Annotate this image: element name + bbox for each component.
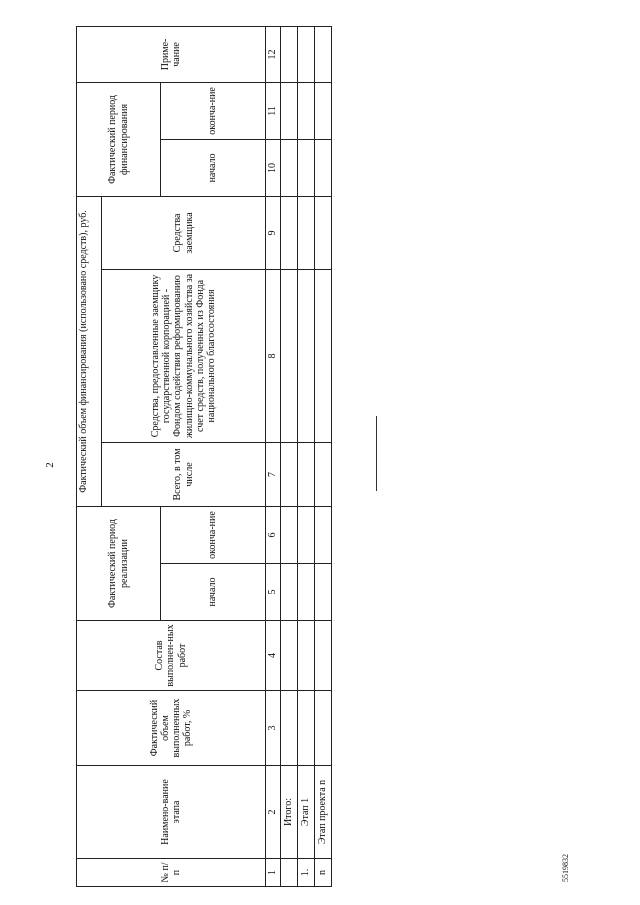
header-number: № п/п: [77, 859, 266, 887]
report-table-rotated: [76, 27, 332, 887]
row-number: 1.: [298, 859, 315, 887]
column-number: 4: [266, 621, 281, 691]
table-row: [298, 26, 315, 886]
header-financing-start: начало: [161, 139, 266, 196]
header-work-composition: Состав выполнен-ных работ: [77, 621, 266, 691]
column-number: 10: [266, 139, 281, 196]
header-note: Приме-чание: [77, 26, 266, 82]
row-number: [281, 859, 298, 887]
column-number: 11: [266, 82, 281, 139]
page-number: 2: [44, 462, 56, 468]
header-realization-end: оконча-ние: [161, 506, 266, 563]
row-stage-name: Этап 1: [298, 766, 315, 859]
column-number: 9: [266, 196, 281, 269]
document-id: 5519832: [561, 854, 570, 882]
header-work-volume: Фактический объем выполненных работ, %: [77, 691, 266, 766]
row-stage-name: Итого:: [281, 766, 298, 859]
row-stage-name: Этап проекта n: [315, 766, 332, 859]
column-number: 7: [266, 442, 281, 506]
header-financing-volume: Фактический объем финансирования (использовано средств), руб.: [77, 196, 102, 506]
column-number: 1: [266, 859, 281, 887]
column-number: 2: [266, 766, 281, 859]
header-borrower-means: Средства заемщика: [102, 196, 266, 269]
column-number: 12: [266, 26, 281, 82]
header-financing-period: Фактический период финансирования: [77, 82, 161, 196]
header-realization-period: Фактический период реализации: [77, 506, 161, 620]
header-stage-name: Наимено-вание этапа: [77, 766, 266, 859]
column-number: 6: [266, 506, 281, 563]
table-row: [281, 26, 298, 886]
header-fund-means: Средства, предоставленные заемщику государственной корпорацией - Фондом содействия реформированию жилищно-коммунального хозяйства за счет средств, полученных из Фонда национального благосостояния: [102, 269, 266, 442]
column-number: 5: [266, 564, 281, 621]
header-total-including: Всего, в том числе: [102, 442, 266, 506]
table-row: [315, 26, 332, 886]
divider-line: [376, 416, 377, 491]
header-financing-end: оконча-ние: [161, 82, 266, 139]
row-number: n: [315, 859, 332, 887]
header-realization-start: начало: [161, 564, 266, 621]
column-number: 8: [266, 269, 281, 442]
column-number: 3: [266, 691, 281, 766]
report-table: [76, 26, 332, 887]
